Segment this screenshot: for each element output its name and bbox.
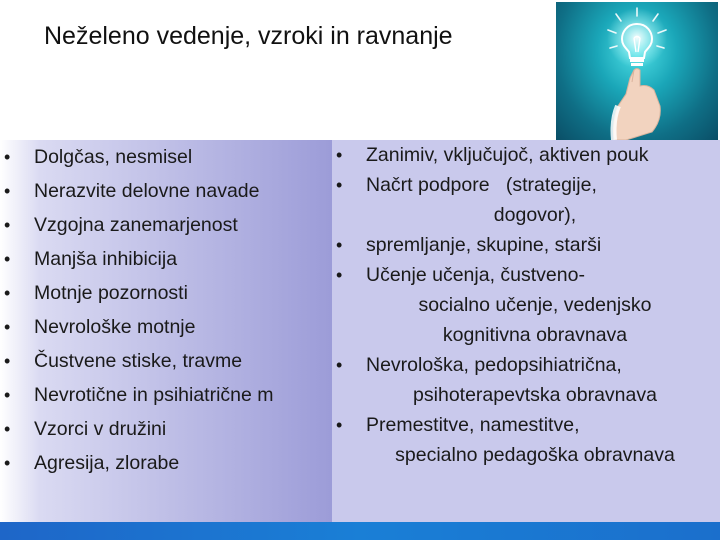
list-item <box>332 170 720 230</box>
list-item <box>0 446 332 480</box>
list-item <box>0 344 332 378</box>
list-item <box>0 208 332 242</box>
causes-list <box>0 140 332 480</box>
list-item-text: Načrt podpore (strategije, <box>366 174 597 196</box>
list-item-text: kognitivna obravnava <box>442 324 628 346</box>
bullet: • <box>4 147 11 167</box>
list-item-text: Agresija, zlorabe <box>34 452 180 474</box>
bullet: • <box>4 419 11 439</box>
list-item-text: dogovor), <box>493 204 577 226</box>
bullet: • <box>4 283 11 303</box>
bullet: • <box>4 317 11 337</box>
list-item-text: Učenje učenja, čustveno- <box>366 264 585 286</box>
list-item-text: socialno učenje, vedenjsko <box>418 294 652 316</box>
list-item-text: specialno pedagoška obravnava <box>395 444 675 466</box>
list-item <box>332 410 720 470</box>
list-item-text: Nevrološke motnje <box>34 316 196 338</box>
list-item-text: Manjša inhibicija <box>34 248 178 270</box>
bullet: • <box>4 453 11 473</box>
bullet: • <box>4 181 11 201</box>
list-item-text: Vzorci v družini <box>34 418 167 440</box>
bullet: • <box>336 175 343 195</box>
list-item <box>332 350 720 410</box>
list-item-text: Zanimiv, vključujoč, aktiven pouk <box>366 144 649 166</box>
bullet: • <box>336 235 343 255</box>
list-item <box>0 174 332 208</box>
bullet: • <box>4 249 11 269</box>
slide-title: Neželeno vedenje, vzroki in ravnanje <box>44 22 453 50</box>
lightbulb-hand-icon <box>556 2 718 140</box>
bottom-bar <box>0 522 720 540</box>
list-item <box>332 260 720 350</box>
list-item-text: Premestitve, namestitve, <box>366 414 580 436</box>
list-item-text: Čustvene stiske, travme <box>34 350 243 372</box>
list-item-text: psihoterapevtska obravnava <box>413 384 657 406</box>
list-item <box>0 310 332 344</box>
list-item <box>332 140 720 170</box>
bullet: • <box>4 215 11 235</box>
list-item-text: Nevrotične in psihiatrične m <box>34 384 274 406</box>
list-item <box>0 412 332 446</box>
bullet: • <box>336 355 343 375</box>
lightbulb-illustration <box>556 2 718 140</box>
list-item-text: spremljanje, skupine, starši <box>366 234 602 256</box>
list-item <box>0 378 332 412</box>
responses-list <box>332 140 720 470</box>
list-item-text: Motnje pozornosti <box>34 282 188 304</box>
list-item-text: Vzgojna zanemarjenost <box>34 214 238 236</box>
list-item <box>0 276 332 310</box>
list-item <box>0 242 332 276</box>
list-item-text: Nevrološka, pedopsihiatrična, <box>366 354 622 376</box>
list-item <box>332 230 720 260</box>
bullet: • <box>4 351 11 371</box>
list-item-text: Dolgčas, nesmisel <box>34 146 193 168</box>
bullet: • <box>336 415 343 435</box>
list-item-text: Nerazvite delovne navade <box>34 180 260 202</box>
bullet: • <box>336 265 343 285</box>
bullet: • <box>4 385 11 405</box>
bullet: • <box>336 145 343 165</box>
list-item <box>0 140 332 174</box>
